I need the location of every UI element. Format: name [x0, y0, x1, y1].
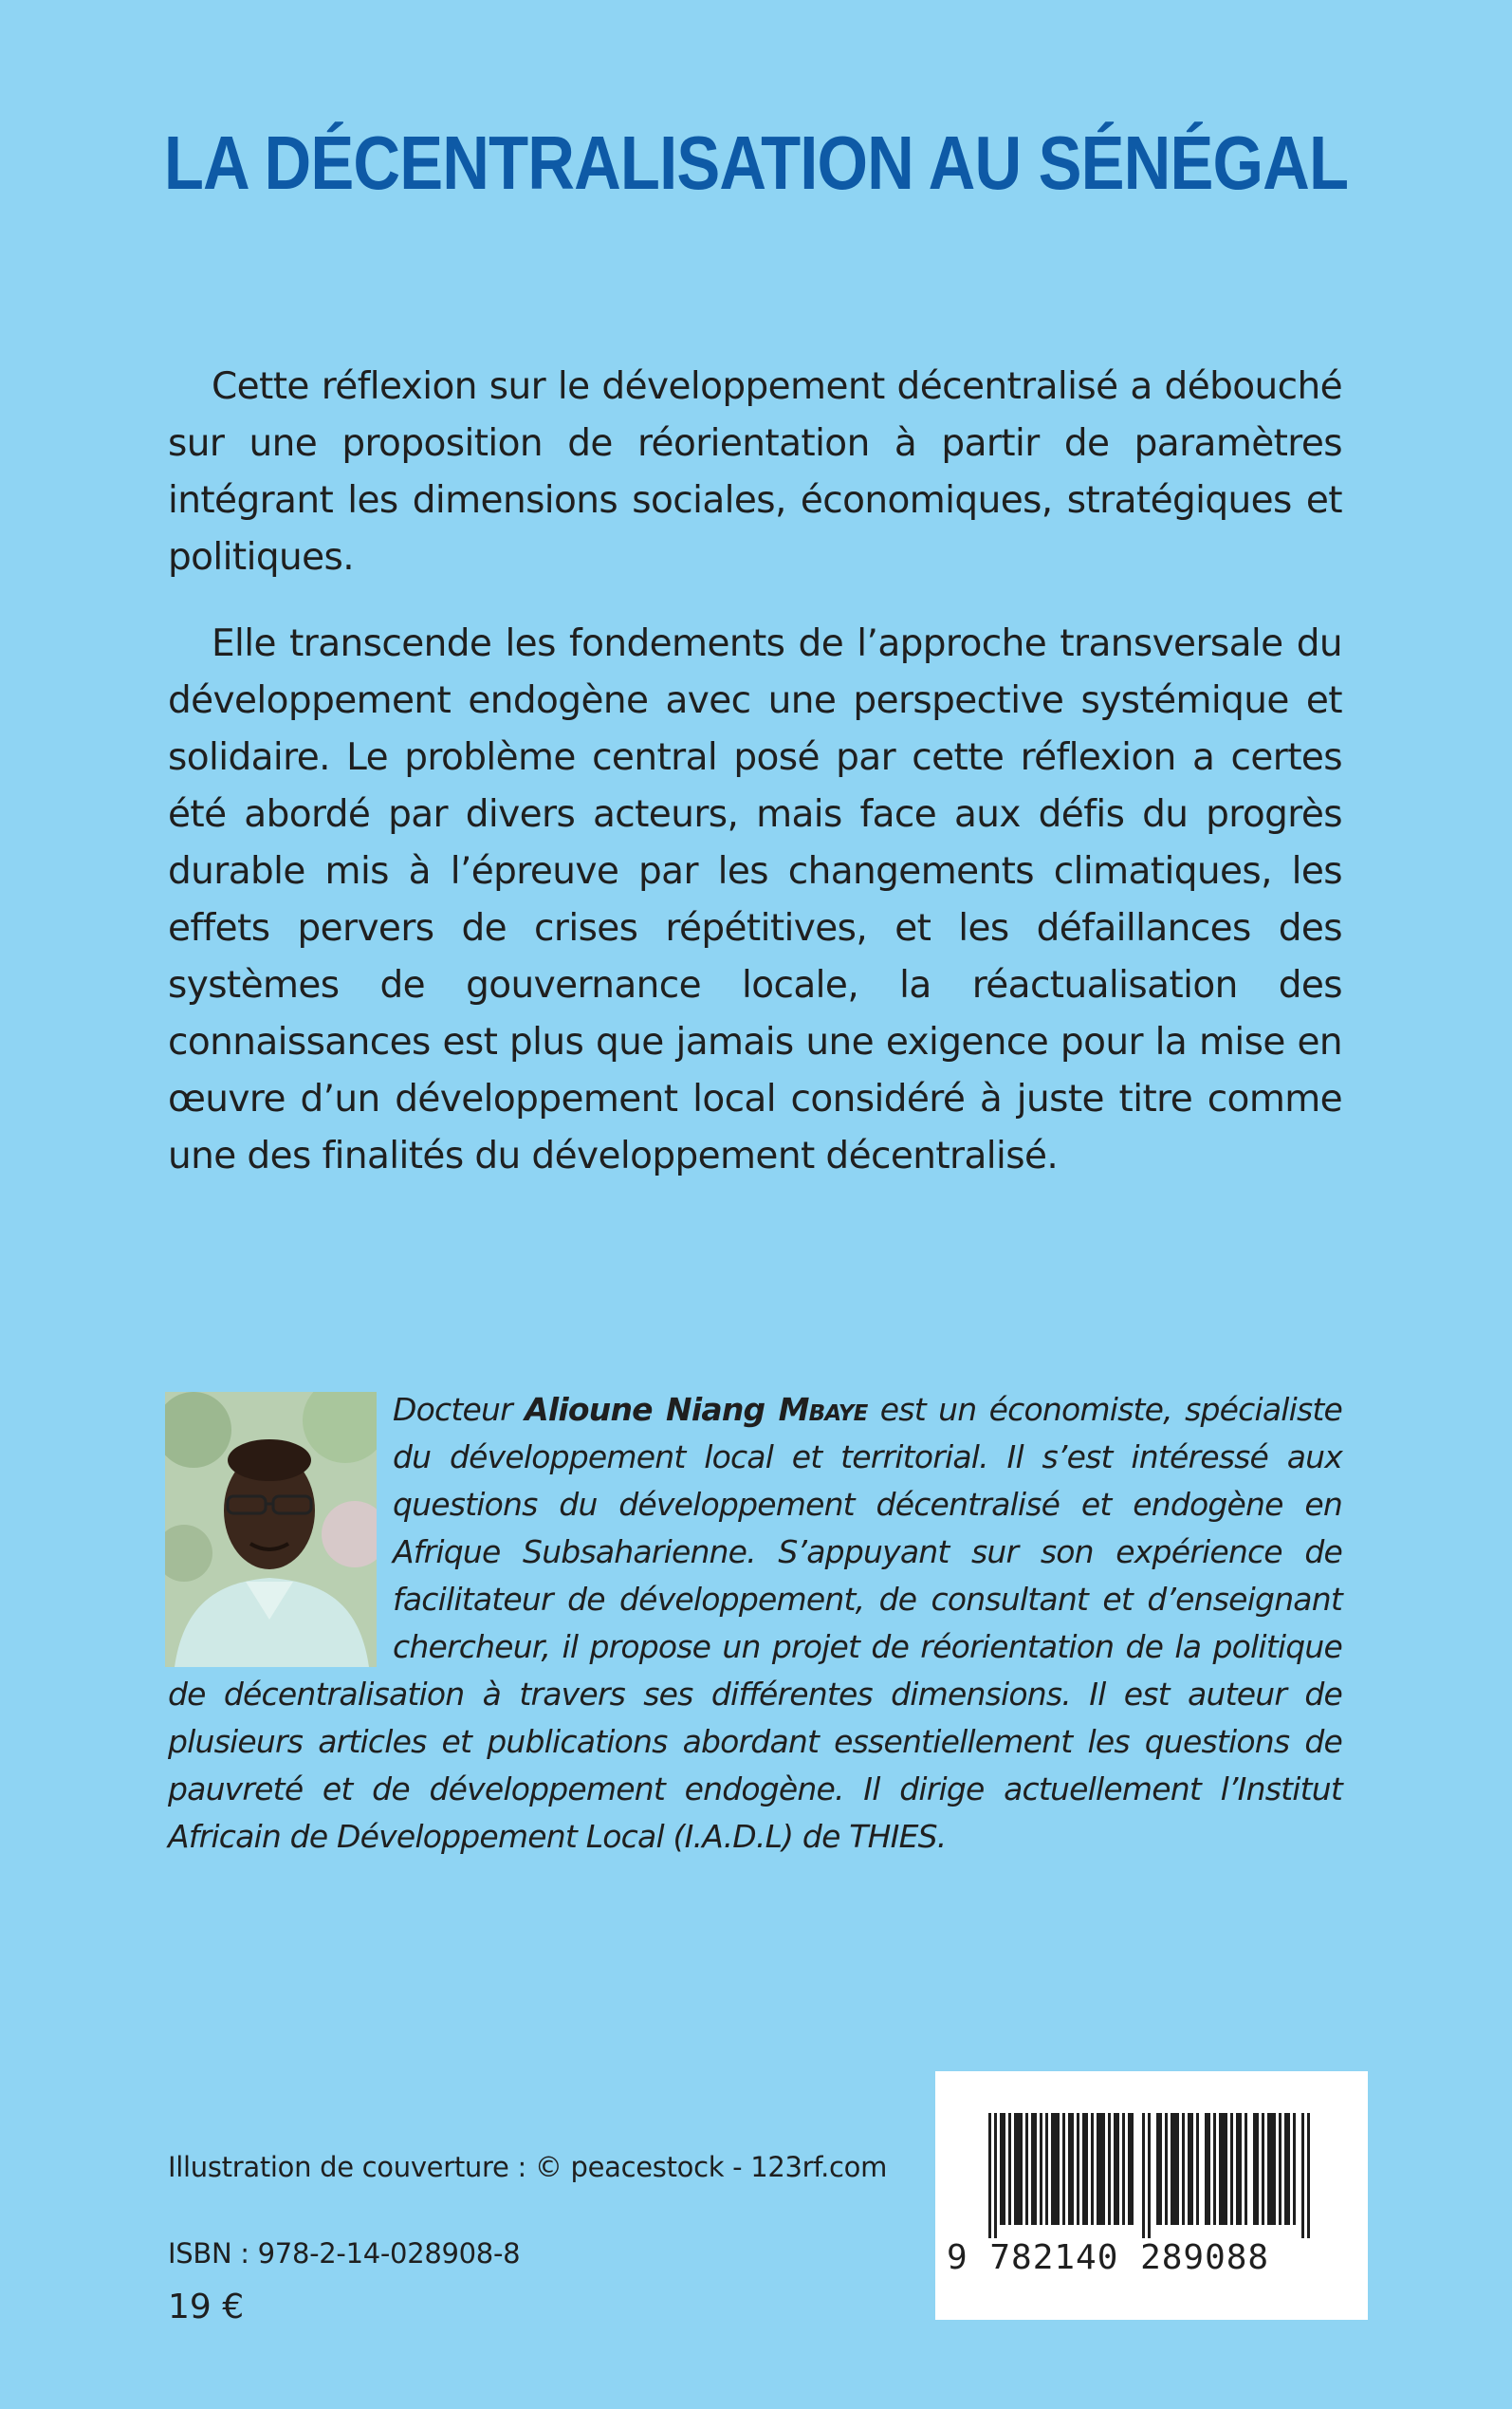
illustration-credit: Illustration de couverture : © peacestock - 123rf.com	[168, 2151, 888, 2183]
barcode-digits: 9 782140 289088	[947, 2238, 1270, 2277]
book-title: LA DÉCENTRALISATION AU SÉNÉGAL	[163, 120, 1349, 205]
book-summary	[168, 359, 1342, 1185]
author-biography	[168, 1386, 1342, 1861]
barcode	[935, 2071, 1368, 2320]
summary-paragraph-2: Elle transcende les fondements de l’approche transversale du développement endogène avec une perspective systémique et solidaire. Le problème central posé par cette réflexion a certes été abordé par divers acteurs, mais face aux défis du progrès durable mis à l’épreuve par les changements climatiques, les effets pervers de crises répétitives, et les défaillances des systèmes de gouvernance locale, la réactualisation des connaissances est plus que jamais une exigence pour la mise en œuvre d’un développement local considéré à juste titre comme une des finalités du développement décentralisé.	[168, 622, 1342, 1177]
author-name: Alioune Niang	[525, 1391, 779, 1428]
barcode-bars	[988, 2113, 1315, 2238]
bio-text: est un économiste, spécialiste du développement local et territorial. Il s’est intéressé aux questions du développement décentralisé et endogène en Afrique Subsaharienne. S’appuyant sur son expérience de facilitateur de développement, de consultant et d’enseignant chercheur, il propose un projet de réorientation de la politique de décentralisation à travers ses différentes dimensions. Il est auteur de plusieurs articles et publications abordant essentiellement les questions de pauvreté et de développement endogène. Il dirige actuellement l’Institut Africain de Développement Local (I.A.D.L) de THIES.	[168, 1391, 1343, 1855]
price: 19 €	[168, 2288, 245, 2326]
bio-prefix: Docteur	[393, 1391, 526, 1428]
photo-spacer	[168, 1386, 393, 1667]
isbn: ISBN : 978-2-14-028908-8	[168, 2237, 521, 2270]
summary-paragraph-1: Cette réflexion sur le développement décentralisé a débouché sur une proposition de réorientation à partir de paramètres intégrant les dimensions sociales, économiques, stratégiques et politiques.	[168, 365, 1342, 579]
author-family-name: Mbaye	[778, 1391, 868, 1428]
